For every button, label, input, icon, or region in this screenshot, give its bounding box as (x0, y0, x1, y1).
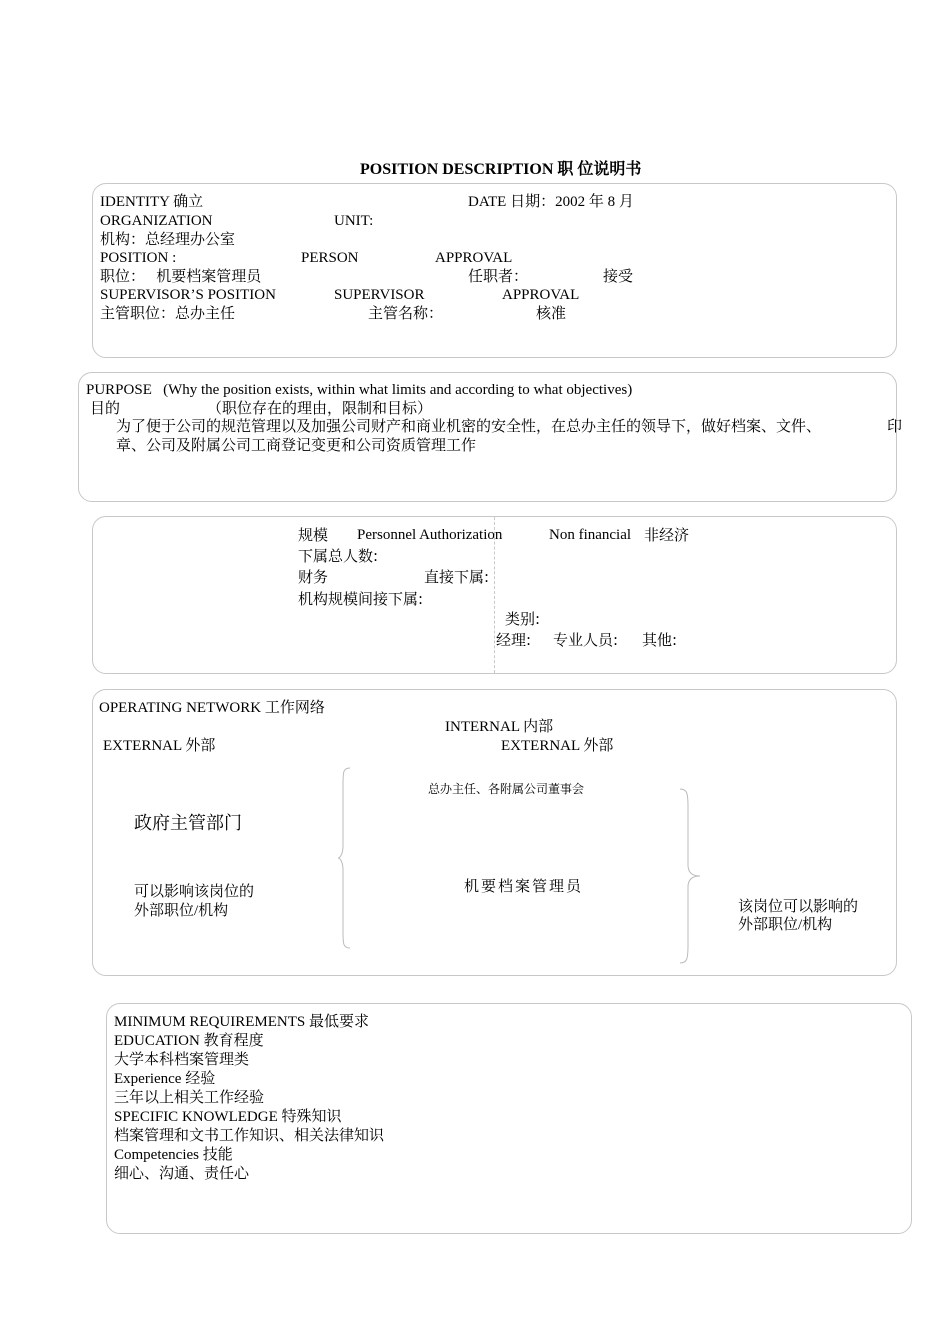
supervisor-position-label: SUPERVISOR’S POSITION (100, 287, 276, 303)
position-value: 职位： 机要档案管理员 (100, 269, 262, 285)
left-influence-note-2: 外部职位/机构 (134, 903, 229, 919)
scale-label: 规模 (298, 526, 329, 544)
organization-value: 机构：总经理办公室 (100, 232, 236, 248)
left-brace-icon (336, 766, 352, 950)
education-label: EDUCATION 教育程度 (114, 1033, 264, 1049)
competencies-value: 细心、沟通、责任心 (114, 1166, 250, 1182)
manager-label: 经理: (496, 631, 532, 649)
page-title: POSITION DESCRIPTION 职 位说明书 (360, 161, 642, 178)
professional-label: 专业人员: (553, 631, 619, 649)
identity-label: IDENTITY 确立 (100, 194, 204, 210)
government-department: 政府主管部门 (134, 813, 242, 833)
supervisor-position-value: 主管职位：总办主任 (100, 306, 236, 322)
right-brace-icon (678, 787, 702, 965)
non-financial-label: Non financial (549, 527, 632, 543)
knowledge-value: 档案管理和文书工作知识、相关法律知识 (114, 1128, 385, 1144)
center-role: 机要档案管理员 (464, 879, 584, 895)
finance-label: 财务 (298, 568, 329, 586)
experience-label: Experience 经验 (114, 1071, 216, 1087)
external-left-label: EXTERNAL 外部 (103, 738, 216, 754)
personnel-authorization: Personnel Authorization (357, 527, 503, 543)
right-influence-note-1: 该岗位可以影响的 (738, 899, 859, 915)
supervisor-label: SUPERVISOR (334, 287, 425, 303)
internal-superiors: 总办主任、各附属公司董事会 (428, 782, 585, 796)
other-label: 其他: (642, 631, 678, 649)
external-right-label: EXTERNAL 外部 (501, 738, 614, 754)
purpose-heading: PURPOSE (Why the position exists, within what limits and according to what objectives) (86, 382, 633, 398)
approval-label-2: APPROVAL (502, 287, 580, 303)
network-heading: OPERATING NETWORK 工作网络 (99, 700, 325, 716)
holder-label: 任职者： (468, 269, 529, 285)
purpose-line-1-end: 印 (887, 419, 903, 435)
right-influence-note-2: 外部职位/机构 (738, 917, 833, 933)
left-influence-note-1: 可以影响该岗位的 (134, 884, 255, 900)
indirect-subordinates: 机构规模间接下属: (298, 590, 424, 608)
category-label: 类别: (505, 610, 541, 628)
internal-label: INTERNAL 内部 (445, 719, 554, 735)
competencies-label: Competencies 技能 (114, 1147, 233, 1163)
organization-label: ORGANIZATION (100, 213, 213, 229)
knowledge-label: SPECIFIC KNOWLEDGE 特殊知识 (114, 1109, 342, 1125)
direct-subordinates: 直接下属: (424, 568, 490, 586)
position-label: POSITION : (100, 250, 177, 266)
approval-label: APPROVAL (435, 250, 513, 266)
approve-label: 核准 (536, 306, 567, 322)
total-subordinates: 下属总人数: (298, 547, 379, 565)
purpose-line-1: 为了便于公司的规范管理以及加强公司财产和商业机密的安全性，在总办主任的领导下，做好档案、文件、 (116, 419, 822, 435)
purpose-heading-cn-note: （职位存在的理由，限制和目标） (207, 401, 433, 417)
experience-value: 三年以上相关工作经验 (114, 1090, 265, 1106)
date-label: DATE 日期：2002 年 8 月 (468, 194, 634, 210)
supervisor-name-label: 主管名称： (368, 306, 444, 322)
purpose-heading-cn: 目的 (90, 401, 121, 417)
unit-label: UNIT: (334, 213, 374, 229)
education-value: 大学本科档案管理类 (114, 1052, 250, 1068)
person-label: PERSON (301, 250, 359, 266)
accept-label: 接受 (603, 269, 634, 285)
non-financial-cn: 非经济 (644, 526, 690, 544)
purpose-line-2: 章、公司及附属公司工商登记变更和公司资质管理工作 (116, 438, 477, 454)
requirements-heading: MINIMUM REQUIREMENTS 最低要求 (114, 1014, 370, 1030)
